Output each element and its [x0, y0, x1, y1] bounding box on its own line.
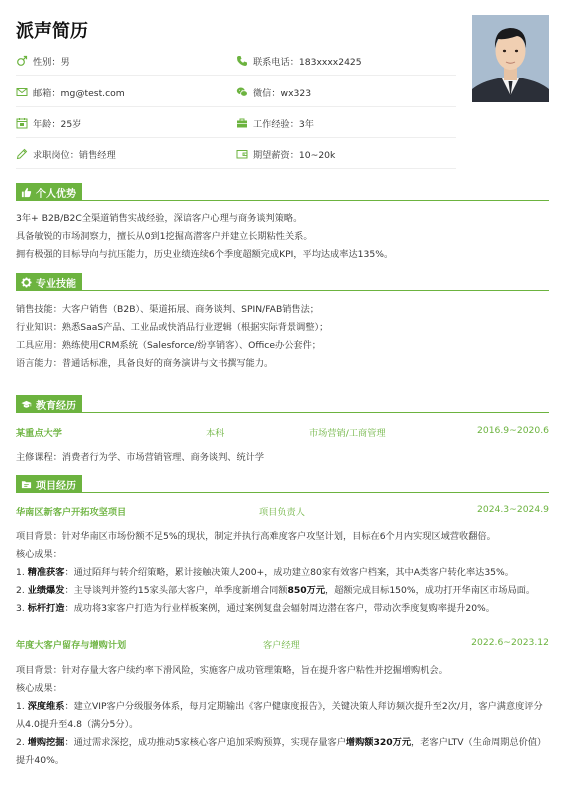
- phone-icon: [236, 55, 248, 67]
- salary-text: 期望薪资：10~20k: [253, 150, 336, 161]
- result-item: 2. 增购挖掘：通过需求深挖，成功推动5家核心客户追加采购预算，实现存量客户增购额320万元，老客户LTV（生命周期总价值）提升40%。: [16, 737, 547, 766]
- result-item: 3. 标杆打造：成功将3家客户打造为行业样板案例，通过案例复盘会辐射周边潜在客户，带动次季度复购率提升20%。: [16, 603, 495, 614]
- section-tag: [16, 273, 82, 291]
- project-date: 2024.3~2024.9: [477, 504, 549, 515]
- result-highlight: 850万元: [287, 585, 326, 596]
- result-item: 1. 深度维系：建立VIP客户分级服务体系，每月定期输出《客户健康度报告》，关键决策人拜访频次提升至2次/月，客户满意度评分从4.0提升至4.8（满分5分）。: [16, 701, 543, 730]
- mail-icon: [16, 86, 28, 98]
- info-age: [16, 116, 81, 130]
- project-entry-head: [16, 504, 549, 518]
- section-skills: [16, 273, 549, 291]
- result-highlight: 增购额320万元: [345, 737, 412, 748]
- project-1-text: [16, 528, 549, 618]
- info-row: [16, 138, 456, 169]
- result-item: 2. 业绩爆发：主导谈判并签约15家头部大客户，单季度新增合同额850万元，超额完成目标150%，成功打开华南区市场局面。: [16, 585, 536, 596]
- info-gender: [16, 54, 70, 68]
- pen-icon: [16, 148, 28, 160]
- project-date: 2022.6~2023.12: [471, 637, 549, 648]
- info-experience: [236, 116, 314, 130]
- section-advantages: [16, 183, 549, 201]
- info-email: [16, 85, 125, 99]
- education-entry-head: [16, 425, 549, 439]
- result-keyword: 增购挖掘: [27, 737, 65, 748]
- major: 市场营销/工商管理: [309, 428, 386, 439]
- phone-text: 联系电话：183xxxx2425: [253, 57, 362, 68]
- wechat-icon: [236, 86, 248, 98]
- info-row: [16, 107, 456, 138]
- results-label: 核心成果：: [16, 549, 62, 560]
- skill-line: 语言能力：普通话标准，具备良好的商务演讲与文书撰写能力。: [16, 358, 274, 369]
- education-date: 2016.9~2020.6: [477, 425, 549, 436]
- advantage-line: 拥有极强的目标导向与抗压能力，历史业绩连续6个季度超额完成KPI，平均达成率达135%。: [16, 249, 394, 260]
- wallet-icon: [236, 148, 248, 160]
- section-title: 个人优势: [36, 188, 76, 200]
- email-text: 邮箱：mg@test.com: [33, 88, 125, 99]
- skill-line: 销售技能：大客户销售（B2B）、渠道拓展、商务谈判、SPIN/FAB销售法；: [16, 304, 319, 315]
- result-keyword: 深度维系: [27, 701, 65, 712]
- info-wechat: [236, 85, 311, 99]
- school-name: 某重点大学: [16, 428, 62, 439]
- project-name: 年度大客户留存与增购计划: [16, 640, 127, 651]
- experience-text: 工作经验：3年: [253, 119, 314, 130]
- info-row: [16, 45, 456, 76]
- results-label: 核心成果：: [16, 683, 62, 694]
- advantages-text: [16, 210, 552, 264]
- male-icon: [16, 55, 28, 67]
- calendar-icon: [16, 117, 28, 129]
- basic-info: [16, 45, 456, 169]
- skill-line: 工具应用：熟练使用CRM系统（Salesforce/纷享销客）、Office办公套件；: [16, 340, 321, 351]
- project-background: 项目背景：针对存量大客户续约率下滑风险，实施客户成功管理策略，旨在提升客户粘性并挖掘增购机会。: [16, 665, 448, 676]
- wechat-text: 微信：wx323: [253, 88, 312, 99]
- result-keyword: 标杆打造: [27, 603, 65, 614]
- degree: 本科: [206, 428, 225, 439]
- courses-line: 主修课程：消费者行为学、市场营销管理、商务谈判、统计学: [16, 452, 265, 463]
- project-name: 华南区新客户开拓攻坚项目: [16, 507, 127, 518]
- gear-icon: [21, 277, 32, 288]
- result-keyword: 业绩爆发: [27, 585, 65, 596]
- folder-icon: [21, 479, 32, 490]
- resume-title: 派声简历: [16, 21, 88, 42]
- graduation-cap-icon: [21, 399, 32, 410]
- section-tag: [16, 475, 82, 493]
- advantage-line: 具备敏锐的市场洞察力，擅长从0到1挖掘高潜客户并建立长期粘性关系。: [16, 231, 313, 242]
- project-role: 客户经理: [263, 640, 300, 651]
- section-title: 教育经历: [36, 400, 76, 412]
- briefcase-icon: [236, 117, 248, 129]
- profile-photo: [472, 15, 549, 102]
- advantage-line: 3年+ B2B/B2C全渠道销售实战经验，深谙客户心理与商务谈判策略。: [16, 213, 303, 224]
- info-row: [16, 76, 456, 107]
- avatar-image: [472, 15, 549, 102]
- project-2-text: [16, 662, 549, 770]
- info-phone: [236, 54, 362, 68]
- section-tag: [16, 395, 82, 413]
- info-position: [16, 147, 116, 161]
- gender-text: 性别：男: [33, 57, 70, 68]
- skill-line: 行业知识：熟悉SaaS产品、工业品或快消品行业逻辑（根据实际背景调整）；: [16, 322, 329, 333]
- age-text: 年龄：25岁: [33, 119, 82, 130]
- section-title: 项目经历: [36, 480, 76, 492]
- project-entry-head: [16, 637, 549, 651]
- thumbs-up-icon: [21, 187, 32, 198]
- section-education: [16, 395, 549, 413]
- result-item: 1. 精准获客：通过陌拜与转介绍策略，累计接触决策人200+，成功建立80家有效客户档案，其中A类客户转化率达35%。: [16, 567, 514, 578]
- project-background: 项目背景：针对华南区市场份额不足5%的现状，制定并执行高难度客户攻坚计划，目标在6个月内实现区域营收翻倍。: [16, 531, 496, 542]
- education-text: [16, 449, 552, 467]
- section-title: 专业技能: [36, 278, 76, 290]
- info-salary: [236, 147, 335, 161]
- project-role: 项目负责人: [259, 507, 305, 518]
- section-projects: [16, 475, 549, 493]
- position-text: 求职岗位：销售经理: [33, 150, 116, 161]
- section-tag: [16, 183, 82, 201]
- result-keyword: 精准获客: [27, 567, 65, 578]
- skills-text: [16, 301, 552, 373]
